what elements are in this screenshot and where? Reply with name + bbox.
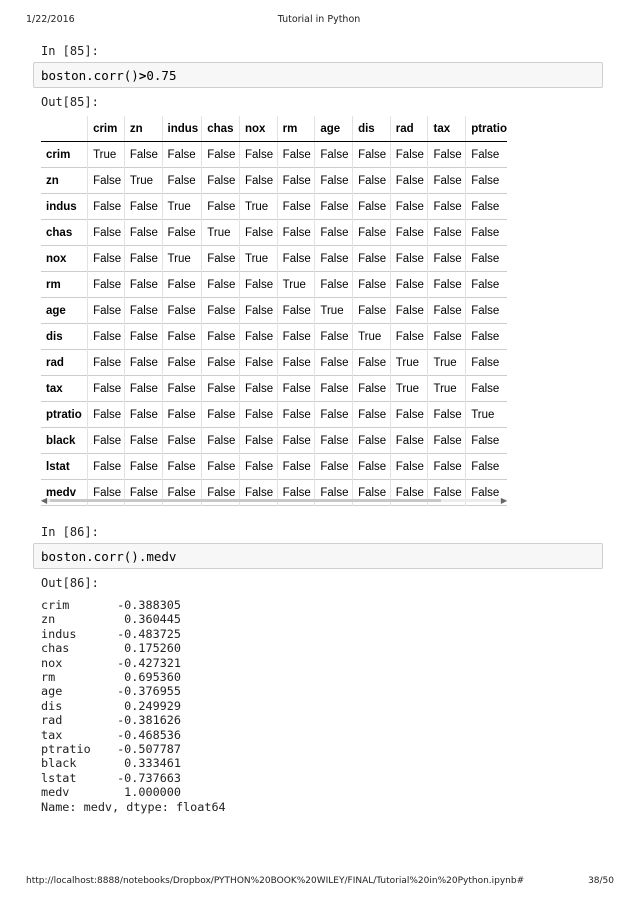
table-cell: False	[315, 376, 353, 402]
series-line	[41, 728, 226, 742]
column-header: chas	[202, 116, 240, 142]
table-cell: False	[124, 272, 162, 298]
table-cell: True	[239, 246, 277, 272]
code-text-85	[41, 68, 176, 83]
row-label: lstat	[46, 460, 70, 473]
table-cell: True	[202, 220, 240, 246]
column-header: ptratio	[466, 116, 507, 142]
code-operator: >	[138, 68, 147, 83]
table-cell: True	[239, 194, 277, 220]
table-cell: False	[428, 402, 466, 428]
table-cell: False	[88, 350, 125, 376]
table-cell: False	[353, 376, 391, 402]
series-line	[41, 742, 226, 756]
series-index: nox	[41, 655, 63, 670]
table-cell: False	[202, 376, 240, 402]
table-cell: False	[162, 168, 202, 194]
series-value: -0.483725	[117, 626, 181, 641]
table-cell: False	[466, 194, 507, 220]
table-cell: False	[124, 220, 162, 246]
column-header: zn	[124, 116, 162, 142]
table-cell: False	[88, 246, 125, 272]
code-text-86: boston.corr().medv	[41, 549, 177, 564]
column-header: dis	[353, 116, 391, 142]
table-cell: False	[353, 272, 391, 298]
column-header: crim	[88, 116, 125, 142]
table-row	[41, 246, 507, 272]
table-cell: False	[162, 428, 202, 454]
table-cell: False	[315, 194, 353, 220]
table-cell: False	[315, 402, 353, 428]
print-title: Tutorial in Python	[277, 14, 361, 25]
table-cell: False	[124, 480, 162, 506]
code-post: 0.75	[146, 68, 177, 83]
table-cell: False	[277, 194, 315, 220]
table-cell: True	[428, 350, 466, 376]
table-cell: False	[466, 298, 507, 324]
series-index: indus	[41, 626, 77, 641]
table-cell: False	[239, 428, 277, 454]
table-cell: True	[315, 298, 353, 324]
row-label: ptratio	[46, 408, 82, 421]
table-cell: False	[124, 324, 162, 350]
table-cell: False	[239, 402, 277, 428]
series-index: rm	[41, 670, 56, 685]
table-cell: False	[466, 480, 507, 506]
table-cell: False	[390, 454, 428, 480]
table-cell: False	[239, 480, 277, 506]
row-label: tax	[46, 382, 63, 395]
table-cell: False	[88, 220, 125, 246]
table-cell: False	[315, 454, 353, 480]
scrollbar-thumb[interactable]	[50, 499, 441, 502]
corr-table	[41, 116, 507, 506]
table-cell: False	[124, 142, 162, 168]
table-cell: False	[124, 402, 162, 428]
table-cell: False	[277, 168, 315, 194]
series-line	[41, 684, 226, 698]
table-cell: False	[466, 220, 507, 246]
series-value: -0.468536	[117, 727, 181, 742]
table-cell: True	[162, 246, 202, 272]
table-cell: False	[124, 246, 162, 272]
table-cell: False	[162, 272, 202, 298]
table-cell: False	[466, 454, 507, 480]
table-cell: False	[353, 246, 391, 272]
series-value: -0.427321	[117, 655, 181, 670]
table-cell: False	[315, 142, 353, 168]
table-cell: False	[390, 298, 428, 324]
table-cell: False	[315, 220, 353, 246]
row-label: black	[46, 434, 76, 447]
table-cell: False	[162, 376, 202, 402]
series-footer: Name: medv, dtype: float64	[41, 799, 226, 814]
table-cell: False	[428, 454, 466, 480]
code-pre: boston.corr()	[41, 68, 139, 83]
row-label: age	[46, 304, 66, 317]
table-cell: False	[390, 402, 428, 428]
in-prompt-86: In [86]:	[41, 525, 99, 539]
page-number: 38/50	[588, 876, 614, 886]
column-header: tax	[428, 116, 466, 142]
table-cell: False	[390, 220, 428, 246]
table-cell: True	[428, 376, 466, 402]
table-cell: True	[124, 168, 162, 194]
series-value: -0.376955	[117, 684, 181, 699]
table-cell: False	[239, 298, 277, 324]
series-line	[41, 756, 226, 770]
series-output	[41, 598, 226, 814]
series-line	[41, 699, 226, 713]
table-cell: False	[428, 168, 466, 194]
column-header: rm	[277, 116, 315, 142]
table-cell: False	[88, 402, 125, 428]
table-cell: False	[428, 272, 466, 298]
table-cell: False	[428, 142, 466, 168]
table-cell: False	[124, 376, 162, 402]
series-line	[41, 656, 226, 670]
series-line	[41, 641, 226, 655]
table-cell: False	[277, 350, 315, 376]
table-cell: False	[390, 194, 428, 220]
column-header: age	[315, 116, 353, 142]
table-cell: False	[202, 428, 240, 454]
series-index: chas	[41, 641, 70, 656]
table-row	[41, 454, 507, 480]
table-cell: False	[353, 402, 391, 428]
table-row	[41, 194, 507, 220]
table-cell: True	[390, 376, 428, 402]
table-cell: False	[353, 142, 391, 168]
table-cell: False	[88, 272, 125, 298]
series-index: medv	[41, 785, 70, 800]
table-cell: False	[353, 350, 391, 376]
table-cell: False	[88, 376, 125, 402]
table-cell: False	[315, 246, 353, 272]
table-cell: False	[124, 454, 162, 480]
table-cell: False	[353, 298, 391, 324]
corner-cell	[41, 116, 88, 142]
table-cell: False	[390, 246, 428, 272]
row-label: medv	[46, 486, 77, 499]
table-cell: False	[124, 194, 162, 220]
series-value: 0.249929	[124, 698, 181, 713]
table-cell: False	[428, 428, 466, 454]
table-cell: False	[353, 454, 391, 480]
series-line	[41, 627, 226, 641]
table-cell: False	[466, 246, 507, 272]
table-cell: True	[162, 194, 202, 220]
table-cell: False	[390, 142, 428, 168]
table-cell: False	[315, 272, 353, 298]
table-row	[41, 168, 507, 194]
table-cell: False	[466, 428, 507, 454]
table-cell: False	[88, 298, 125, 324]
row-label: chas	[46, 226, 73, 239]
table-cell: False	[239, 142, 277, 168]
table-cell: False	[428, 324, 466, 350]
series-index: crim	[41, 598, 70, 612]
table-cell: False	[428, 246, 466, 272]
table-cell: False	[390, 168, 428, 194]
table-cell: False	[239, 324, 277, 350]
table-cell: False	[162, 220, 202, 246]
in-prompt-85: In [85]:	[41, 44, 99, 58]
table-cell: False	[239, 350, 277, 376]
print-date: 1/22/2016	[26, 14, 75, 25]
table-cell: False	[202, 350, 240, 376]
column-header: rad	[390, 116, 428, 142]
row-label: rad	[46, 356, 64, 369]
table-cell: False	[202, 194, 240, 220]
table-cell: False	[315, 324, 353, 350]
dataframe-output	[41, 116, 507, 499]
table-cell: False	[202, 324, 240, 350]
series-index: age	[41, 684, 63, 699]
series-line	[41, 598, 226, 612]
series-value: -0.381626	[117, 713, 181, 728]
series-value: 0.695360	[124, 670, 181, 685]
table-cell: False	[202, 246, 240, 272]
table-cell: False	[162, 454, 202, 480]
series-value: 0.360445	[124, 612, 181, 627]
table-cell: False	[239, 376, 277, 402]
table-cell: False	[202, 272, 240, 298]
table-cell: False	[88, 454, 125, 480]
table-row	[41, 324, 507, 350]
table-cell: False	[239, 168, 277, 194]
table-header-row	[41, 116, 507, 142]
series-value: 0.175260	[124, 641, 181, 656]
table-cell: False	[277, 480, 315, 506]
table-cell: False	[315, 480, 353, 506]
table-cell: False	[88, 324, 125, 350]
table-cell: False	[390, 324, 428, 350]
series-index: black	[41, 756, 77, 771]
table-cell: False	[88, 480, 125, 506]
series-index: rad	[41, 713, 63, 728]
table-cell: False	[466, 350, 507, 376]
table-cell: False	[428, 480, 466, 506]
table-cell: False	[202, 480, 240, 506]
table-row	[41, 272, 507, 298]
table-cell: False	[466, 376, 507, 402]
series-value: 1.000000	[124, 785, 181, 800]
table-cell: False	[466, 168, 507, 194]
table-cell: False	[390, 272, 428, 298]
table-cell: False	[466, 142, 507, 168]
table-cell: False	[315, 168, 353, 194]
row-label: indus	[46, 200, 77, 213]
table-cell: False	[315, 428, 353, 454]
series-line	[41, 670, 226, 684]
table-cell: False	[162, 350, 202, 376]
scroll-left-icon[interactable]: ◀	[41, 496, 48, 505]
horizontal-scrollbar[interactable]	[41, 495, 507, 506]
series-value: -0.737663	[117, 770, 181, 785]
table-cell: False	[428, 220, 466, 246]
table-cell: False	[277, 246, 315, 272]
table-cell: False	[88, 168, 125, 194]
series-index: lstat	[41, 770, 77, 785]
table-cell: False	[466, 272, 507, 298]
table-cell: False	[353, 480, 391, 506]
code-cell-85[interactable]	[33, 62, 603, 88]
series-value: -0.507787	[117, 742, 181, 757]
table-row	[41, 376, 507, 402]
table-cell: False	[124, 350, 162, 376]
series-line	[41, 612, 226, 626]
table-row	[41, 298, 507, 324]
table-cell: False	[277, 220, 315, 246]
table-cell: False	[162, 324, 202, 350]
series-line	[41, 713, 226, 727]
series-index: ptratio	[41, 742, 91, 757]
series-index: dis	[41, 698, 63, 713]
table-row	[41, 402, 507, 428]
series-value: 0.333461	[124, 756, 181, 771]
table-cell: False	[162, 402, 202, 428]
table-cell: False	[315, 350, 353, 376]
table-cell: False	[353, 168, 391, 194]
table-cell: True	[390, 350, 428, 376]
row-label: zn	[46, 174, 59, 187]
series-line	[41, 771, 226, 785]
table-row	[41, 350, 507, 376]
table-row	[41, 220, 507, 246]
table-cell: False	[353, 220, 391, 246]
footer-url: http://localhost:8888/notebooks/Dropbox/PYTHON%20BOOK%20WILEY/FINAL/Tutorial%20in%20Python.ipynb#	[26, 876, 525, 886]
table-cell: False	[162, 480, 202, 506]
table-cell: False	[277, 454, 315, 480]
table-cell: False	[124, 428, 162, 454]
series-value: -0.388305	[117, 598, 181, 612]
table-cell: False	[202, 298, 240, 324]
row-label: rm	[46, 278, 61, 291]
out-prompt-85: Out[85]:	[41, 95, 99, 109]
scroll-right-icon[interactable]: ▶	[500, 496, 507, 505]
table-row	[41, 428, 507, 454]
table-cell: False	[390, 428, 428, 454]
table-cell: True	[277, 272, 315, 298]
table-cell: True	[88, 142, 125, 168]
row-label: dis	[46, 330, 63, 343]
table-cell: False	[124, 298, 162, 324]
table-cell: False	[277, 298, 315, 324]
table-cell: False	[202, 142, 240, 168]
table-cell: False	[88, 194, 125, 220]
table-cell: False	[202, 402, 240, 428]
table-cell: False	[162, 142, 202, 168]
table-cell: False	[239, 454, 277, 480]
column-header: indus	[162, 116, 202, 142]
table-cell: False	[390, 480, 428, 506]
out-prompt-86: Out[86]:	[41, 576, 99, 590]
table-cell: False	[277, 402, 315, 428]
code-cell-86[interactable]	[33, 543, 603, 569]
table-cell: False	[428, 194, 466, 220]
series-line	[41, 785, 226, 799]
table-cell: True	[466, 402, 507, 428]
table-cell: False	[202, 168, 240, 194]
table-cell: False	[277, 324, 315, 350]
column-header: nox	[239, 116, 277, 142]
series-index: tax	[41, 727, 63, 742]
table-cell: False	[88, 428, 125, 454]
table-cell: False	[353, 428, 391, 454]
table-cell: False	[239, 272, 277, 298]
series-index: zn	[41, 612, 56, 627]
table-cell: False	[428, 298, 466, 324]
table-cell: False	[466, 324, 507, 350]
table-cell: False	[162, 298, 202, 324]
row-label: nox	[46, 252, 67, 265]
row-label: crim	[46, 148, 71, 161]
table-cell: True	[353, 324, 391, 350]
table-cell: False	[239, 220, 277, 246]
table-cell: False	[277, 428, 315, 454]
table-cell: False	[202, 454, 240, 480]
table-cell: False	[277, 376, 315, 402]
table-cell: False	[277, 142, 315, 168]
table-row	[41, 142, 507, 168]
table-cell: False	[353, 194, 391, 220]
